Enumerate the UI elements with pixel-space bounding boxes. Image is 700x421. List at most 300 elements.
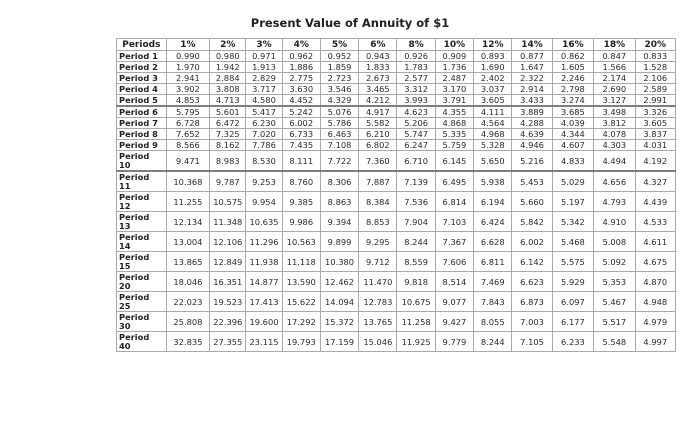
row-label: Period 2 bbox=[117, 62, 167, 73]
table-cell: 6.145 bbox=[435, 151, 473, 172]
table-cell: 5.575 bbox=[552, 252, 593, 272]
table-cell: 11.258 bbox=[397, 312, 435, 332]
table-cell: 8.853 bbox=[359, 212, 397, 232]
table-cell: 4.997 bbox=[635, 332, 675, 352]
header-rate: 4% bbox=[282, 39, 320, 51]
table-cell: 3.812 bbox=[594, 118, 635, 129]
table-cell: 7.105 bbox=[512, 332, 552, 352]
table-row bbox=[117, 140, 676, 151]
header-rate: 12% bbox=[474, 39, 512, 51]
table-cell: 6.495 bbox=[435, 171, 473, 192]
table-cell: 2.914 bbox=[512, 84, 552, 95]
table-cell: 7.325 bbox=[210, 129, 246, 140]
table-cell: 6.463 bbox=[320, 129, 358, 140]
table-cell: 19.600 bbox=[246, 312, 282, 332]
table-cell: 2.589 bbox=[635, 84, 675, 95]
table-cell: 9.077 bbox=[435, 292, 473, 312]
table-cell: 9.954 bbox=[246, 192, 282, 212]
table-cell: 17.292 bbox=[282, 312, 320, 332]
table-cell: 2.673 bbox=[359, 73, 397, 84]
table-row bbox=[117, 84, 676, 95]
table-cell: 8.306 bbox=[320, 171, 358, 192]
table-cell: 0.943 bbox=[359, 51, 397, 62]
table-cell: 5.786 bbox=[320, 118, 358, 129]
table-cell: 1.942 bbox=[210, 62, 246, 73]
table-cell: 3.037 bbox=[474, 84, 512, 95]
table-cell: 4.968 bbox=[474, 129, 512, 140]
table-cell: 3.889 bbox=[512, 106, 552, 118]
table-cell: 6.142 bbox=[512, 252, 552, 272]
table-cell: 4.870 bbox=[635, 272, 675, 292]
table-cell: 3.808 bbox=[210, 84, 246, 95]
table-cell: 13.004 bbox=[166, 232, 209, 252]
table-cell: 6.873 bbox=[512, 292, 552, 312]
table-cell: 17.159 bbox=[320, 332, 358, 352]
table-cell: 5.328 bbox=[474, 140, 512, 151]
table-cell: 17.413 bbox=[246, 292, 282, 312]
table-row bbox=[117, 95, 676, 107]
table-cell: 2.941 bbox=[166, 73, 209, 84]
table-cell: 0.990 bbox=[166, 51, 209, 62]
table-row bbox=[117, 73, 676, 84]
table-cell: 0.847 bbox=[594, 51, 635, 62]
table-cell: 13.865 bbox=[166, 252, 209, 272]
table-cell: 4.329 bbox=[320, 95, 358, 107]
table-cell: 7.108 bbox=[320, 140, 358, 151]
table-cell: 3.433 bbox=[512, 95, 552, 107]
row-label: Period 5 bbox=[117, 95, 167, 107]
table-cell: 7.003 bbox=[512, 312, 552, 332]
table-cell: 1.690 bbox=[474, 62, 512, 73]
table-cell: 6.814 bbox=[435, 192, 473, 212]
table-cell: 6.097 bbox=[552, 292, 593, 312]
table-cell: 1.783 bbox=[397, 62, 435, 73]
table-cell: 8.530 bbox=[246, 151, 282, 172]
table-cell: 1.970 bbox=[166, 62, 209, 73]
table-cell: 11.938 bbox=[246, 252, 282, 272]
header-periods: Periods bbox=[117, 39, 167, 51]
table-cell: 6.733 bbox=[282, 129, 320, 140]
table-cell: 5.759 bbox=[435, 140, 473, 151]
table-cell: 4.439 bbox=[635, 192, 675, 212]
table-cell: 3.274 bbox=[552, 95, 593, 107]
row-label: Period 10 bbox=[117, 151, 167, 172]
table-cell: 8.863 bbox=[320, 192, 358, 212]
table-cell: 2.106 bbox=[635, 73, 675, 84]
row-label: Period 1 bbox=[117, 51, 167, 62]
table-cell: 5.650 bbox=[474, 151, 512, 172]
table-cell: 5.342 bbox=[552, 212, 593, 232]
table-cell: 4.656 bbox=[594, 171, 635, 192]
header-rate: 10% bbox=[435, 39, 473, 51]
table-cell: 4.713 bbox=[210, 95, 246, 107]
table-cell: 5.242 bbox=[282, 106, 320, 118]
table-cell: 10.380 bbox=[320, 252, 358, 272]
table-cell: 32.835 bbox=[166, 332, 209, 352]
table-cell: 1.566 bbox=[594, 62, 635, 73]
table-cell: 2.174 bbox=[594, 73, 635, 84]
table-cell: 12.134 bbox=[166, 212, 209, 232]
table-cell: 5.029 bbox=[552, 171, 593, 192]
table-cell: 11.296 bbox=[246, 232, 282, 252]
table-cell: 5.335 bbox=[435, 129, 473, 140]
table-cell: 8.384 bbox=[359, 192, 397, 212]
header-rate: 5% bbox=[320, 39, 358, 51]
table-cell: 4.452 bbox=[282, 95, 320, 107]
table-cell: 4.868 bbox=[435, 118, 473, 129]
table-cell: 6.623 bbox=[512, 272, 552, 292]
table-cell: 5.842 bbox=[512, 212, 552, 232]
table-cell: 2.246 bbox=[552, 73, 593, 84]
table-cell: 3.170 bbox=[435, 84, 473, 95]
table-cell: 9.986 bbox=[282, 212, 320, 232]
table-row bbox=[117, 252, 676, 272]
table-cell: 13.590 bbox=[282, 272, 320, 292]
table-cell: 0.926 bbox=[397, 51, 435, 62]
table-row bbox=[117, 292, 676, 312]
table-cell: 4.212 bbox=[359, 95, 397, 107]
table-cell: 6.230 bbox=[246, 118, 282, 129]
table-cell: 19.793 bbox=[282, 332, 320, 352]
table-cell: 5.795 bbox=[166, 106, 209, 118]
table-cell: 12.106 bbox=[210, 232, 246, 252]
table-cell: 0.980 bbox=[210, 51, 246, 62]
row-label: Period 4 bbox=[117, 84, 167, 95]
table-cell: 11.348 bbox=[210, 212, 246, 232]
table-cell: 5.929 bbox=[552, 272, 593, 292]
table-cell: 5.092 bbox=[594, 252, 635, 272]
table-cell: 1.647 bbox=[512, 62, 552, 73]
table-cell: 4.303 bbox=[594, 140, 635, 151]
table-cell: 5.197 bbox=[552, 192, 593, 212]
table-cell: 8.111 bbox=[282, 151, 320, 172]
table-cell: 5.660 bbox=[512, 192, 552, 212]
table-cell: 4.192 bbox=[635, 151, 675, 172]
table-cell: 2.487 bbox=[435, 73, 473, 84]
row-label: Period 11 bbox=[117, 171, 167, 192]
table-cell: 4.111 bbox=[474, 106, 512, 118]
table-cell: 4.946 bbox=[512, 140, 552, 151]
table-cell: 4.611 bbox=[635, 232, 675, 252]
table-cell: 0.962 bbox=[282, 51, 320, 62]
table-cell: 1.913 bbox=[246, 62, 282, 73]
table-cell: 4.344 bbox=[552, 129, 593, 140]
table-cell: 22.396 bbox=[210, 312, 246, 332]
table-cell: 12.783 bbox=[359, 292, 397, 312]
header-rate: 3% bbox=[246, 39, 282, 51]
table-cell: 4.853 bbox=[166, 95, 209, 107]
table-cell: 9.295 bbox=[359, 232, 397, 252]
table-cell: 3.837 bbox=[635, 129, 675, 140]
table-cell: 12.849 bbox=[210, 252, 246, 272]
table-cell: 7.536 bbox=[397, 192, 435, 212]
table-cell: 6.002 bbox=[282, 118, 320, 129]
table-cell: 9.385 bbox=[282, 192, 320, 212]
table-cell: 2.577 bbox=[397, 73, 435, 84]
table-cell: 15.372 bbox=[320, 312, 358, 332]
header-rate: 6% bbox=[359, 39, 397, 51]
table-cell: 0.877 bbox=[512, 51, 552, 62]
table-cell: 25.808 bbox=[166, 312, 209, 332]
table-cell: 10.575 bbox=[210, 192, 246, 212]
table-cell: 9.427 bbox=[435, 312, 473, 332]
table-cell: 4.288 bbox=[512, 118, 552, 129]
table-cell: 11.925 bbox=[397, 332, 435, 352]
table-cell: 4.793 bbox=[594, 192, 635, 212]
table-cell: 7.469 bbox=[474, 272, 512, 292]
table-row bbox=[117, 129, 676, 140]
table-cell: 7.652 bbox=[166, 129, 209, 140]
table-cell: 15.046 bbox=[359, 332, 397, 352]
table-cell: 9.712 bbox=[359, 252, 397, 272]
table-cell: 3.546 bbox=[320, 84, 358, 95]
table-cell: 3.717 bbox=[246, 84, 282, 95]
table-cell: 8.760 bbox=[282, 171, 320, 192]
table-cell: 5.353 bbox=[594, 272, 635, 292]
row-label: Period 7 bbox=[117, 118, 167, 129]
table-cell: 4.031 bbox=[635, 140, 675, 151]
table-cell: 9.899 bbox=[320, 232, 358, 252]
row-label: Period 20 bbox=[117, 272, 167, 292]
table-cell: 3.605 bbox=[474, 95, 512, 107]
table-cell: 3.498 bbox=[594, 106, 635, 118]
table-cell: 8.514 bbox=[435, 272, 473, 292]
table-row bbox=[117, 232, 676, 252]
table-cell: 1.886 bbox=[282, 62, 320, 73]
row-label: Period 3 bbox=[117, 73, 167, 84]
table-cell: 6.247 bbox=[397, 140, 435, 151]
table-cell: 4.979 bbox=[635, 312, 675, 332]
table-cell: 2.322 bbox=[512, 73, 552, 84]
table-cell: 4.675 bbox=[635, 252, 675, 272]
table-cell: 6.802 bbox=[359, 140, 397, 151]
table-cell: 2.775 bbox=[282, 73, 320, 84]
table-cell: 0.833 bbox=[635, 51, 675, 62]
table-cell: 4.327 bbox=[635, 171, 675, 192]
table-cell: 8.244 bbox=[397, 232, 435, 252]
table-cell: 5.467 bbox=[594, 292, 635, 312]
annuity-table bbox=[116, 38, 676, 352]
table-cell: 5.008 bbox=[594, 232, 635, 252]
table-cell: 6.233 bbox=[552, 332, 593, 352]
table-cell: 9.779 bbox=[435, 332, 473, 352]
table-row bbox=[117, 312, 676, 332]
table-cell: 6.472 bbox=[210, 118, 246, 129]
table-cell: 3.993 bbox=[397, 95, 435, 107]
table-row bbox=[117, 192, 676, 212]
table-cell: 7.020 bbox=[246, 129, 282, 140]
table-cell: 4.078 bbox=[594, 129, 635, 140]
table-cell: 11.470 bbox=[359, 272, 397, 292]
table-cell: 14.877 bbox=[246, 272, 282, 292]
table-cell: 11.255 bbox=[166, 192, 209, 212]
table-cell: 7.139 bbox=[397, 171, 435, 192]
table-cell: 2.829 bbox=[246, 73, 282, 84]
table-cell: 5.601 bbox=[210, 106, 246, 118]
table-cell: 7.367 bbox=[435, 232, 473, 252]
table-cell: 3.312 bbox=[397, 84, 435, 95]
table-cell: 9.787 bbox=[210, 171, 246, 192]
table-cell: 6.194 bbox=[474, 192, 512, 212]
table-cell: 2.402 bbox=[474, 73, 512, 84]
table-cell: 3.902 bbox=[166, 84, 209, 95]
table-cell: 6.002 bbox=[512, 232, 552, 252]
header-rate: 8% bbox=[397, 39, 435, 51]
table-cell: 12.462 bbox=[320, 272, 358, 292]
table-cell: 18.046 bbox=[166, 272, 209, 292]
table-cell: 23.115 bbox=[246, 332, 282, 352]
table-cell: 4.494 bbox=[594, 151, 635, 172]
table-cell: 6.424 bbox=[474, 212, 512, 232]
table-cell: 4.948 bbox=[635, 292, 675, 312]
table-cell: 7.435 bbox=[282, 140, 320, 151]
row-label: Period 8 bbox=[117, 129, 167, 140]
header-rate: 2% bbox=[210, 39, 246, 51]
table-row bbox=[117, 106, 676, 118]
header-row bbox=[117, 39, 676, 51]
table-cell: 22.023 bbox=[166, 292, 209, 312]
table-cell: 8.566 bbox=[166, 140, 209, 151]
table-cell: 10.563 bbox=[282, 232, 320, 252]
table-body bbox=[117, 51, 676, 352]
table-cell: 4.580 bbox=[246, 95, 282, 107]
table-cell: 10.368 bbox=[166, 171, 209, 192]
table-cell: 5.548 bbox=[594, 332, 635, 352]
table-cell: 4.564 bbox=[474, 118, 512, 129]
table-cell: 4.355 bbox=[435, 106, 473, 118]
table-cell: 2.884 bbox=[210, 73, 246, 84]
table-cell: 7.360 bbox=[359, 151, 397, 172]
table-cell: 0.862 bbox=[552, 51, 593, 62]
table-row bbox=[117, 212, 676, 232]
row-label: Period 25 bbox=[117, 292, 167, 312]
table-cell: 6.210 bbox=[359, 129, 397, 140]
table-cell: 16.351 bbox=[210, 272, 246, 292]
table-cell: 7.786 bbox=[246, 140, 282, 151]
row-label: Period 30 bbox=[117, 312, 167, 332]
table-cell: 7.722 bbox=[320, 151, 358, 172]
table-row bbox=[117, 62, 676, 73]
table-cell: 5.216 bbox=[512, 151, 552, 172]
table-cell: 10.675 bbox=[397, 292, 435, 312]
table-row bbox=[117, 171, 676, 192]
table-cell: 19.523 bbox=[210, 292, 246, 312]
table-cell: 5.417 bbox=[246, 106, 282, 118]
table-cell: 0.893 bbox=[474, 51, 512, 62]
table-cell: 7.103 bbox=[435, 212, 473, 232]
table-cell: 4.533 bbox=[635, 212, 675, 232]
table-cell: 7.904 bbox=[397, 212, 435, 232]
table-cell: 4.623 bbox=[397, 106, 435, 118]
table-cell: 3.630 bbox=[282, 84, 320, 95]
table-cell: 7.887 bbox=[359, 171, 397, 192]
table-cell: 5.938 bbox=[474, 171, 512, 192]
table-cell: 14.094 bbox=[320, 292, 358, 312]
header-rate: 16% bbox=[552, 39, 593, 51]
table-cell: 8.559 bbox=[397, 252, 435, 272]
table-cell: 1.859 bbox=[320, 62, 358, 73]
table-cell: 0.909 bbox=[435, 51, 473, 62]
table-cell: 6.811 bbox=[474, 252, 512, 272]
table-cell: 8.983 bbox=[210, 151, 246, 172]
table-cell: 9.253 bbox=[246, 171, 282, 192]
row-label: Period 9 bbox=[117, 140, 167, 151]
table-row bbox=[117, 332, 676, 352]
header-rate: 20% bbox=[635, 39, 675, 51]
table-cell: 5.206 bbox=[397, 118, 435, 129]
table-cell: 8.244 bbox=[474, 332, 512, 352]
header-rate: 14% bbox=[512, 39, 552, 51]
table-cell: 1.736 bbox=[435, 62, 473, 73]
table-cell: 5.468 bbox=[552, 232, 593, 252]
table-cell: 2.991 bbox=[635, 95, 675, 107]
table-cell: 0.971 bbox=[246, 51, 282, 62]
row-label: Period 12 bbox=[117, 192, 167, 212]
table-cell: 2.798 bbox=[552, 84, 593, 95]
table-cell: 3.791 bbox=[435, 95, 473, 107]
table-cell: 5.453 bbox=[512, 171, 552, 192]
table-cell: 4.917 bbox=[359, 106, 397, 118]
table-cell: 6.728 bbox=[166, 118, 209, 129]
table-cell: 13.765 bbox=[359, 312, 397, 332]
table-cell: 1.833 bbox=[359, 62, 397, 73]
row-label: Period 13 bbox=[117, 212, 167, 232]
table-cell: 1.528 bbox=[635, 62, 675, 73]
table-cell: 5.517 bbox=[594, 312, 635, 332]
table-cell: 9.394 bbox=[320, 212, 358, 232]
table-cell: 3.326 bbox=[635, 106, 675, 118]
table-cell: 0.952 bbox=[320, 51, 358, 62]
table-cell: 3.605 bbox=[635, 118, 675, 129]
table-cell: 11.118 bbox=[282, 252, 320, 272]
table-row bbox=[117, 118, 676, 129]
table-row bbox=[117, 151, 676, 172]
table-row bbox=[117, 51, 676, 62]
table-cell: 3.685 bbox=[552, 106, 593, 118]
table-cell: 6.710 bbox=[397, 151, 435, 172]
table-cell: 2.723 bbox=[320, 73, 358, 84]
table-cell: 15.622 bbox=[282, 292, 320, 312]
row-label: Period 14 bbox=[117, 232, 167, 252]
header-rate: 1% bbox=[166, 39, 209, 51]
table-cell: 5.747 bbox=[397, 129, 435, 140]
table-cell: 4.039 bbox=[552, 118, 593, 129]
table-cell: 1.605 bbox=[552, 62, 593, 73]
table-cell: 6.177 bbox=[552, 312, 593, 332]
header-rate: 18% bbox=[594, 39, 635, 51]
table-cell: 5.582 bbox=[359, 118, 397, 129]
table-cell: 8.162 bbox=[210, 140, 246, 151]
row-label: Period 6 bbox=[117, 106, 167, 118]
table-cell: 4.910 bbox=[594, 212, 635, 232]
table-cell: 4.607 bbox=[552, 140, 593, 151]
table-cell: 9.818 bbox=[397, 272, 435, 292]
table-cell: 3.465 bbox=[359, 84, 397, 95]
table-cell: 5.076 bbox=[320, 106, 358, 118]
row-label: Period 15 bbox=[117, 252, 167, 272]
table-cell: 8.055 bbox=[474, 312, 512, 332]
table-cell: 6.628 bbox=[474, 232, 512, 252]
table-cell: 10.635 bbox=[246, 212, 282, 232]
table-cell: 2.690 bbox=[594, 84, 635, 95]
table-row bbox=[117, 272, 676, 292]
table-cell: 7.843 bbox=[474, 292, 512, 312]
table-cell: 9.471 bbox=[166, 151, 209, 172]
row-label: Period 40 bbox=[117, 332, 167, 352]
table-cell: 7.606 bbox=[435, 252, 473, 272]
table-cell: 4.833 bbox=[552, 151, 593, 172]
table-cell: 3.127 bbox=[594, 95, 635, 107]
